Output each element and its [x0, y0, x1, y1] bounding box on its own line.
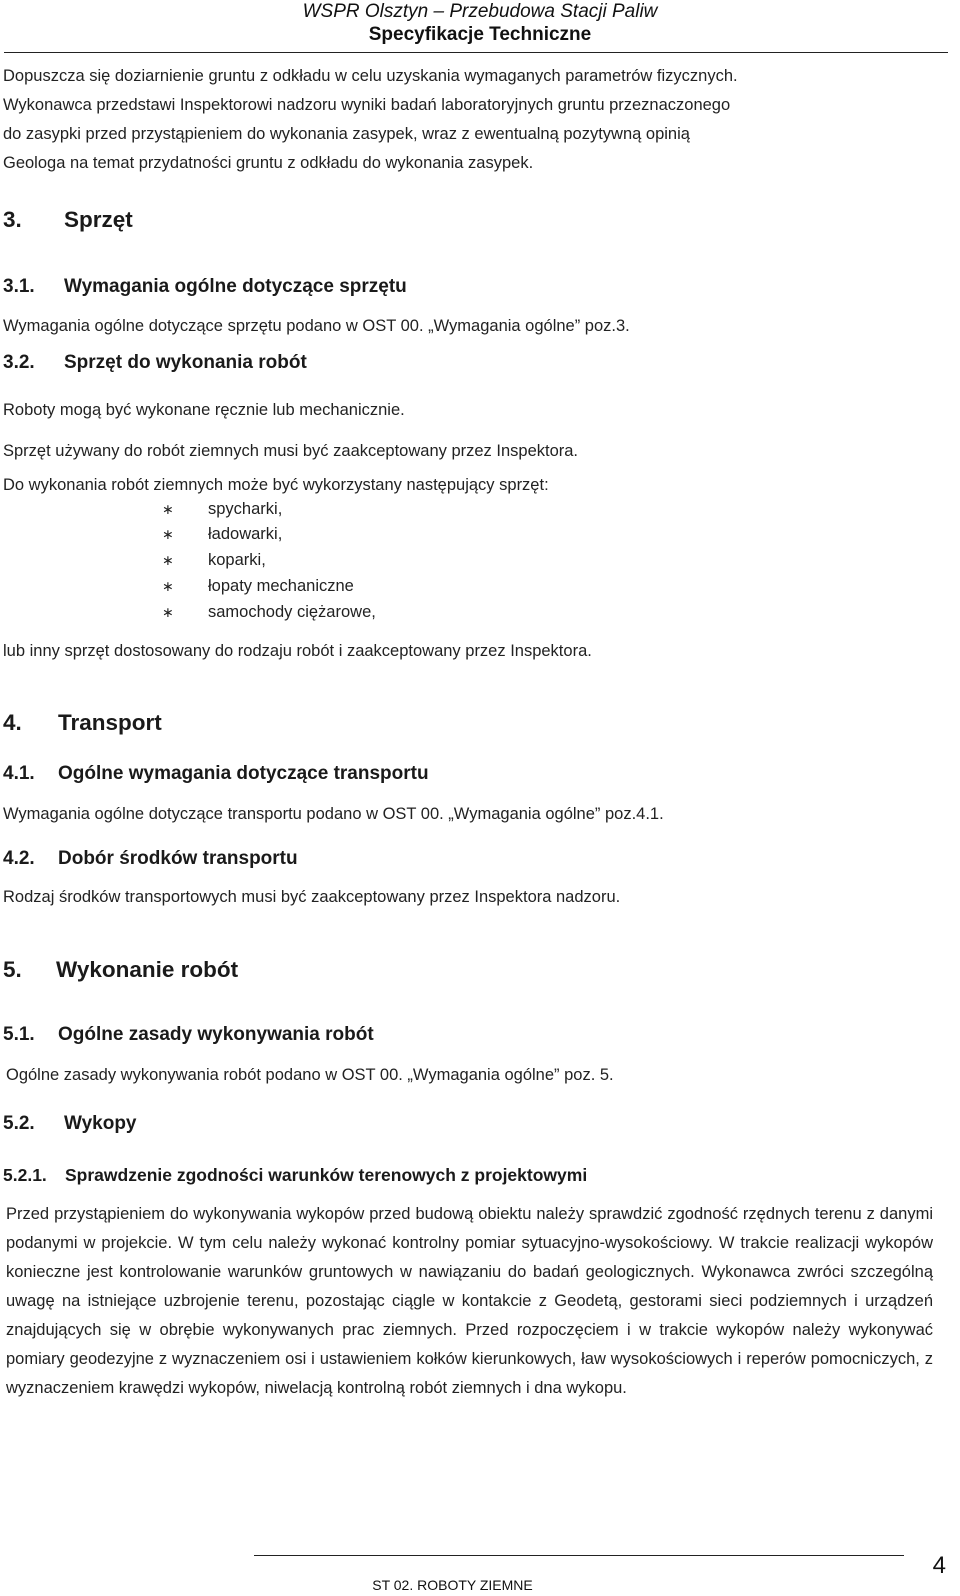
- section-title: Ogólne wymagania dotyczące transportu: [58, 763, 429, 784]
- list-item-label: koparki,: [208, 551, 266, 569]
- section-3-2-p1: Roboty mogą być wykonane ręcznie lub mechanicznie.: [3, 401, 405, 419]
- section-title: Sprzęt do wykonania robót: [64, 352, 307, 373]
- header-subtitle: Specyfikacje Techniczne: [368, 24, 592, 45]
- list-item-label: spycharki,: [208, 500, 283, 518]
- section-4-1-text: Wymagania ogólne dotyczące transportu podano w OST 00. „Wymagania ogólne” poz.4.1.: [3, 805, 664, 823]
- section-5-2-1-heading: [3, 1165, 587, 1186]
- list-item-label: ładowarki,: [208, 525, 283, 543]
- intro-line: do zasypki przed przystąpieniem do wykonania zasypek, wraz z ewentualną pozytywną opinią: [3, 125, 690, 143]
- section-number: 5.1.: [3, 1024, 35, 1045]
- section-5-1-text: Ogólne zasady wykonywania robót podano w OST 00. „Wymagania ogólne” poz. 5.: [6, 1066, 614, 1084]
- section-3-1-text: Wymagania ogólne dotyczące sprzętu podano w OST 00. „Wymagania ogólne” poz.3.: [3, 317, 630, 335]
- list-item: [162, 500, 282, 519]
- section-5-heading: [3, 957, 238, 983]
- section-number: 3.2.: [3, 352, 35, 373]
- section-number: 5.2.: [3, 1113, 35, 1134]
- header-title: WSPR Olsztyn – Przebudowa Stacji Paliw: [302, 1, 658, 22]
- section-number: 3.1.: [3, 276, 35, 297]
- section-title: Wykonanie robót: [56, 957, 239, 982]
- section-5-1-heading: [3, 1024, 374, 1046]
- intro-line: Wykonawca przedstawi Inspektorowi nadzoru wyniki badań laboratoryjnych gruntu przeznaczonego: [3, 96, 731, 114]
- page-number: 4: [932, 1552, 946, 1579]
- section-title: Ogólne zasady wykonywania robót: [58, 1024, 374, 1045]
- section-3-2-p2: Sprzęt używany do robót ziemnych musi być zaakceptowany przez Inspektora.: [3, 442, 579, 460]
- list-item: [162, 551, 266, 570]
- bullet-icon: ∗: [162, 502, 174, 518]
- section-5-2-1-text: Przed przystąpieniem do wykonywania wykopów przed budową obiektu należy sprawdzić zgodność rzędnych terenu z danymi podanymi w projekcie. W tym celu należy wykonać kontrolny pomiar sytuacyjno-wysokościowy. W trakcie realizacji wykopów konieczne jest kontrolowanie warunków gruntowych w nawiązaniu do badań geologicznych. Wykonawca zwróci szczególną uwagę na istniejące uzbrojenie terenu, pozostając ciągle w kontakcie z Geodetą, gestorami sieci podziemnych i urządzeń znajdujących się w obrębie wykonywanych prac ziemnych. Przed rozpoczęciem i w trakcie wykopów należy wykonywać pomiary geodezyjne z wyznaczeniem osi i ustawieniem kołków kierunkowych, ław wysokościowych i reperów pomocniczych, z wyznaczeniem krawędzi wykopów, niwelacją kontrolną robót ziemnych i dna wykopu.: [6, 1205, 933, 1397]
- intro-line: Geologa na temat przydatności gruntu z odkładu do wykonania zasypek.: [3, 154, 534, 172]
- section-4-2-heading: [3, 848, 298, 870]
- section-number: 3.: [3, 207, 22, 232]
- bullet-icon: ∗: [162, 579, 174, 595]
- section-3-1-heading: [3, 276, 407, 298]
- section-4-2-text: Rodzaj środków transportowych musi być zaakceptowany przez Inspektora nadzoru.: [3, 888, 621, 906]
- bullet-icon: ∗: [162, 553, 174, 569]
- header-rule: [4, 52, 948, 53]
- section-title: Sprawdzenie zgodności warunków terenowych z projektowymi: [65, 1165, 588, 1185]
- footer-text: ST 02. ROBOTY ZIEMNE: [372, 1577, 533, 1593]
- section-3-2-p4: lub inny sprzęt dostosowany do rodzaju robót i zaakceptowany przez Inspektora.: [3, 642, 592, 660]
- section-3-2-heading: [3, 352, 307, 374]
- section-number: 5.: [3, 957, 22, 982]
- section-number: 4.: [3, 710, 22, 735]
- section-number: 5.2.1.: [3, 1165, 47, 1185]
- bullet-icon: ∗: [162, 527, 174, 543]
- list-item: [162, 525, 282, 544]
- section-number: 4.1.: [3, 763, 35, 784]
- list-item-label: samochody ciężarowe,: [208, 603, 376, 621]
- list-item-label: łopaty mechaniczne: [208, 577, 354, 595]
- list-item: [162, 577, 354, 596]
- list-item: [162, 603, 376, 622]
- section-3-heading: [3, 207, 133, 233]
- section-4-heading: [3, 710, 162, 736]
- bullet-icon: ∗: [162, 605, 174, 621]
- section-3-2-p3: Do wykonania robót ziemnych może być wykorzystany następujący sprzęt:: [3, 476, 549, 494]
- footer-rule: [254, 1555, 904, 1556]
- section-5-2-heading: [3, 1113, 137, 1135]
- section-title: Dobór środków transportu: [58, 848, 298, 869]
- section-number: 4.2.: [3, 848, 35, 869]
- section-4-1-heading: [3, 763, 429, 785]
- section-title: Wymagania ogólne dotyczące sprzętu: [64, 276, 407, 297]
- section-title: Sprzęt: [64, 207, 133, 232]
- section-title: Transport: [58, 710, 162, 735]
- section-title: Wykopy: [64, 1113, 137, 1134]
- intro-line: Dopuszcza się doziarnienie gruntu z odkładu w celu uzyskania wymaganych parametrów fizycznych.: [3, 67, 738, 85]
